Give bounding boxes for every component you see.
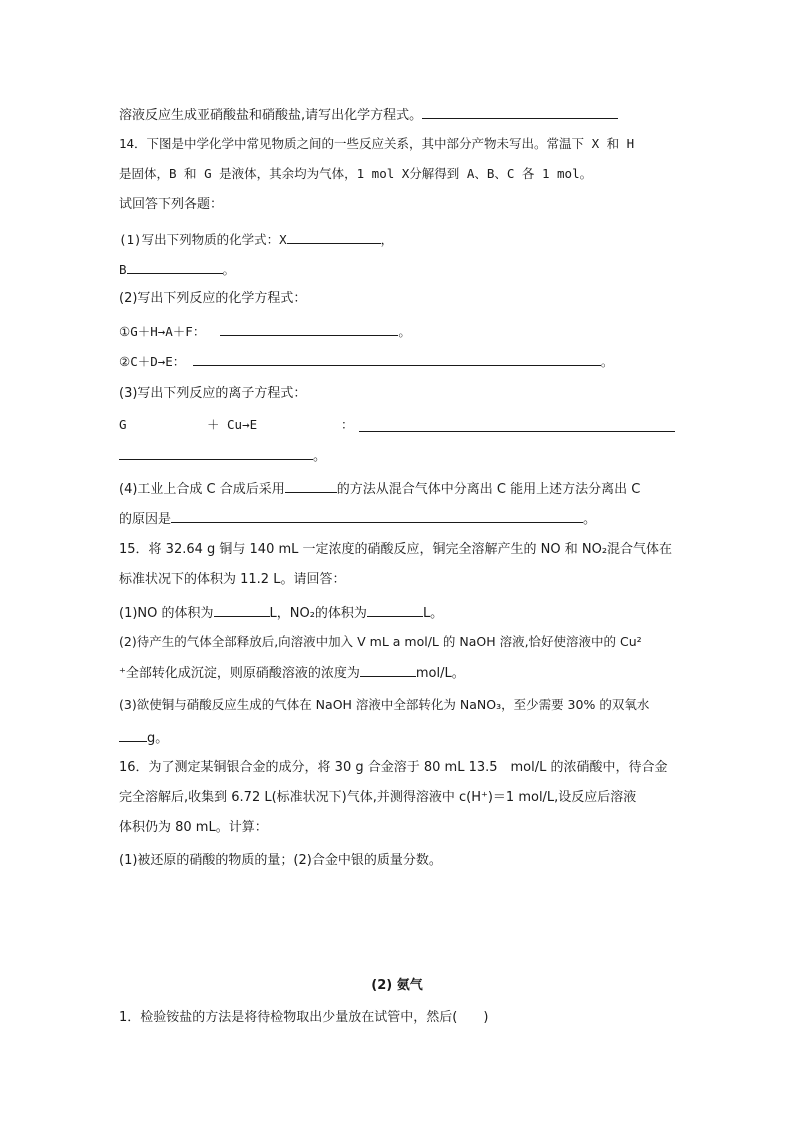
- q14-part1-comma: ，: [380, 232, 394, 247]
- q14-part2-label: (2)写出下列反应的化学方程式：: [119, 291, 307, 306]
- q14-ion-colon: ：: [341, 417, 354, 432]
- answer-blank-b[interactable]: [127, 259, 223, 274]
- section-title: (2) 氨气: [371, 978, 423, 993]
- q16-line-4: (1)被还原的硝酸的物质的量；(2)合金中银的质量分数。: [119, 853, 442, 868]
- q14-part4-line-2: [119, 508, 596, 530]
- answer-blank-ion-2[interactable]: [119, 445, 313, 460]
- q16-line-3: 体积仍为 80 mL。计算：: [119, 820, 268, 835]
- answer-blank-eq2[interactable]: [193, 351, 601, 366]
- q15-part1-a: (1)NO 的体积为: [119, 606, 214, 621]
- q15-part2-a: ⁺全部转化成沉淀，则原硝酸溶液的浓度为: [119, 666, 360, 681]
- q14-part4-c: 的原因是: [119, 512, 172, 527]
- q14-eq2-label: ②C＋D→E：: [119, 354, 186, 369]
- q14-part1-label: (1)写出下列物质的化学式：X: [119, 232, 287, 247]
- q14-eq2-line: [119, 351, 613, 372]
- q13-tail-text: 溶液反应生成亚硝酸盐和硝酸盐,请写出化学方程式。: [119, 108, 423, 123]
- q14-part1-b-line: [119, 259, 235, 280]
- q14-ion-line-2: [119, 445, 326, 467]
- answer-blank-ion[interactable]: [359, 417, 675, 432]
- q14-eq1-end: 。: [398, 324, 411, 339]
- q15-part2-b: mol/L。: [415, 666, 465, 681]
- answer-blank-x[interactable]: [287, 229, 381, 244]
- q14-part4-end: 。: [583, 512, 597, 527]
- q14-line-1: 14．下图是中学化学中常见物质之间的一些反应关系，其中部分产物未写出。常温下 X 和 H: [119, 136, 635, 151]
- answer-blank-reason[interactable]: [171, 508, 583, 523]
- q15-part1-line: [119, 602, 443, 624]
- q16-line-1: 16．为了测定某铜银合金的成分，将 30 g 合金溶于 80 mL 13.5 mol/L 的浓硝酸中，待合金: [119, 760, 668, 775]
- q15-line-2: 标准状况下的体积为 11.2 L。请回答：: [119, 572, 346, 587]
- next-q1-line: 1．检验铵盐的方法是将待检物取出少量放在试管中，然后( ): [119, 1010, 489, 1025]
- answer-blank-no[interactable]: [214, 602, 270, 617]
- q15-part2-line-2: [119, 662, 465, 684]
- q14-part1-end: 。: [222, 262, 236, 277]
- q14-eq2-end: 。: [600, 354, 614, 369]
- answer-blank-eq1[interactable]: [220, 321, 398, 336]
- q14-part3-label: (3)写出下列反应的离子方程式：: [119, 386, 307, 401]
- answer-blank-h2o2[interactable]: [119, 727, 147, 742]
- answer-blank-no2[interactable]: [367, 602, 423, 617]
- q14-ion-g: G: [119, 417, 127, 432]
- q14-line-3: 试回答下列各题：: [119, 197, 224, 212]
- q14-part1-b: B: [119, 262, 127, 277]
- q14-part4-b: 的方法从混合气体中分离出 C 能用上述方法分离出 C: [336, 482, 641, 497]
- q14-ion-cu: ＋ Cu→E: [207, 417, 258, 432]
- q13-tail-line: [119, 104, 618, 126]
- q15-part1-c: L。: [422, 606, 444, 621]
- q15-part3-unit: g。: [147, 731, 169, 746]
- q14-part4-a: (4)工业上合成 C 合成后采用: [119, 482, 285, 497]
- answer-blank-conc[interactable]: [360, 662, 416, 677]
- answer-blank-method[interactable]: [285, 478, 337, 493]
- q14-eq1-line: [119, 321, 411, 342]
- q15-part3-line-1: (3)欲使铜与硝酸反应生成的气体在 NaOH 溶液中全部转化为 NaNO₃，至少需要 30% 的双氧水: [119, 697, 650, 712]
- q15-part1-b: L，NO₂的体积为: [269, 606, 367, 621]
- q15-part3-line-2: [119, 727, 168, 749]
- q14-line-2: 是固体，B 和 G 是液体，其余均为气体，1 mol X分解得到 A、B、C 各 1 mol。: [119, 166, 593, 181]
- q14-part1-line: [119, 229, 393, 250]
- q14-eq1-label: ①G＋H→A＋F：: [119, 324, 206, 339]
- q14-part4-line: [119, 478, 640, 500]
- q15-line-1: 15．将 32.64 g 铜与 140 mL 一定浓度的硝酸反应，铜完全溶解产生的 NO 和 NO₂混合气体在: [119, 542, 673, 557]
- q16-line-2: 完全溶解后,收集到 6.72 L(标准状况下)气体,并测得溶液中 c(H⁺)＝1 mol/L,设反应后溶液: [119, 790, 637, 805]
- q14-ion-line: [119, 415, 679, 435]
- q15-part2-line-1: (2)待产生的气体全部释放后,向溶液中加入 V mL a mol/L 的 NaOH 溶液,恰好使溶液中的 Cu²: [119, 634, 642, 649]
- answer-blank[interactable]: [422, 104, 618, 119]
- q14-ion-end: 。: [313, 449, 327, 464]
